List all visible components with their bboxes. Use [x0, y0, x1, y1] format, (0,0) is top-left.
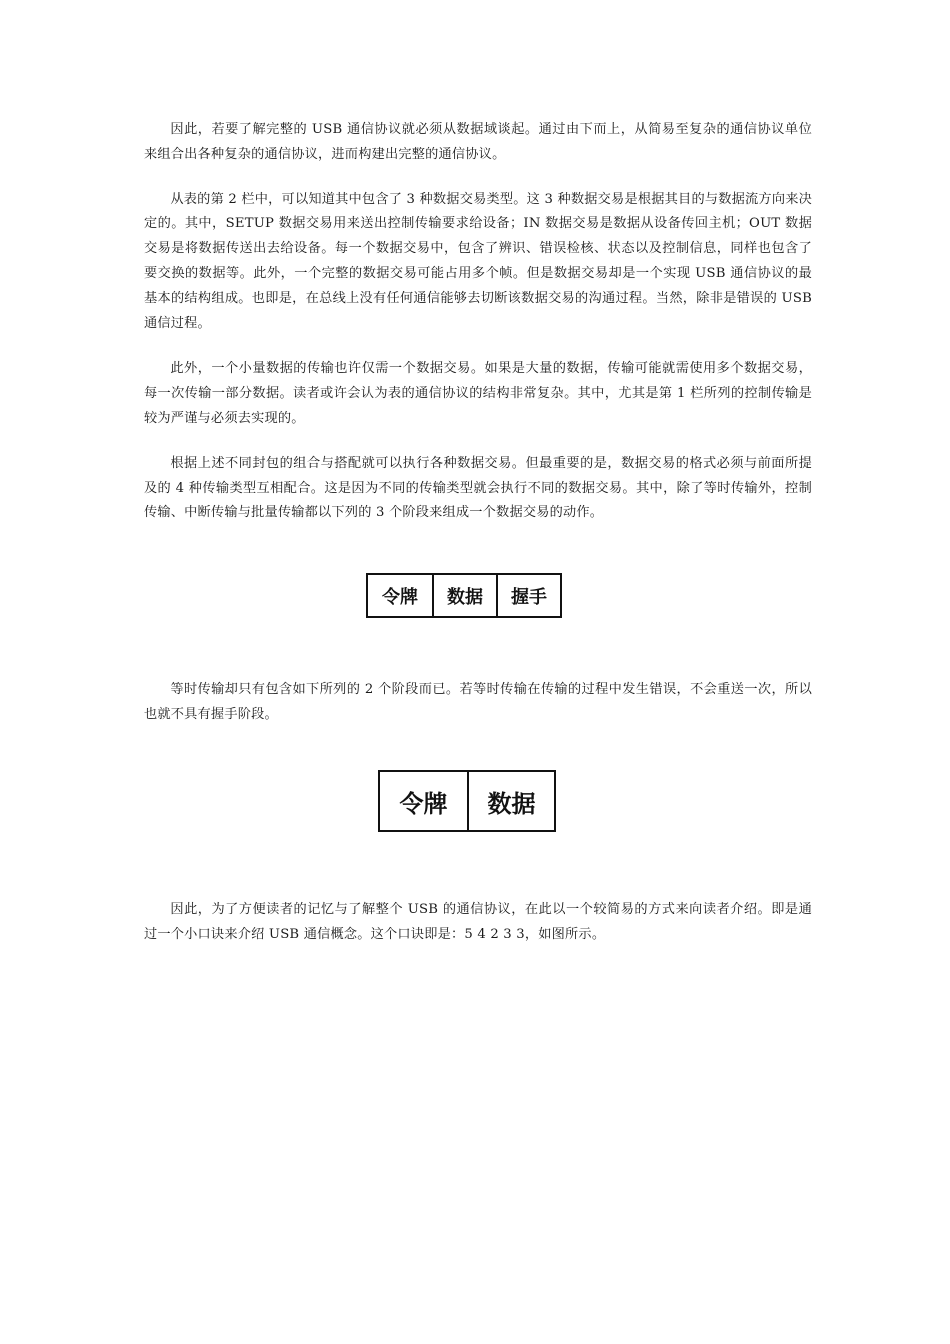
two-phase-transaction-figure — [378, 770, 556, 832]
token-phase-cell: 令牌 — [399, 789, 448, 818]
paragraph-2: 从表的第 2 栏中，可以知道其中包含了 3 种数据交易类型。这 3 种数据交易是根据其目的与数据流方向来决定的。其中，SETUP 数据交易用来送出控制传输要求给设备；IN 数据交易是数据从设备传回主机；OUT 数据交易是将数据传送出去给设备。每一个数据交易中，包含了辨识、错误检核、状态以及控制信息，同样也包含了要交换的数据等。此外，一个完整的数据交易可能占用多个帧。但是数据交易却是一个实现 USB 通信协议的最基本的结构组成。也即是，在总线上没有任何通信能够去切断该数据交易的沟通过程。当然，除非是错误的 USB 通信过程。 — [144, 191, 812, 331]
paragraph-4: 根据上述不同封包的组合与搭配就可以执行各种数据交易。但最重要的是，数据交易的格式必须与前面所提及的 4 种传输类型互相配合。这是因为不同的传输类型就会执行不同的数据交易。其中，除了等时传输外，控制传输、中断传输与批量传输都以下列的 3 个阶段来组成一个数据交易的动作。 — [144, 455, 812, 521]
paragraph-1: 因此，若要了解完整的 USB 通信协议就必须从数据域谈起。通过由下而上，从简易至复杂的通信协议单位来组合出各种复杂的通信协议，进而构建出完整的通信协议。 — [144, 122, 812, 162]
paragraph-5: 等时传输却只有包含如下所列的 2 个阶段而已。若等时传输在传输的过程中发生错误，不会重送一次，所以也就不具有握手阶段。 — [144, 682, 812, 722]
document-body — [144, 118, 812, 526]
data-phase-cell: 数据 — [467, 772, 554, 830]
three-phase-transaction-figure — [366, 573, 562, 618]
token-phase-cell: 令牌 — [382, 586, 418, 608]
data-phase-cell: 数据 — [432, 575, 496, 616]
handshake-phase-cell: 握手 — [496, 575, 560, 616]
paragraph-6: 因此，为了方便读者的记忆与了解整个 USB 的通信协议，在此以一个较简易的方式来向读者介绍。即是通过一个小口诀来介绍 USB 通信概念。这个口诀即是：5 4 2 3 3，如图所示。 — [144, 902, 812, 942]
paragraph-3: 此外，一个小量数据的传输也许仅需一个数据交易。如果是大量的数据，传输可能就需使用多个数据交易，每一次传输一部分数据。读者或许会认为表的通信协议的结构非常复杂。其中，尤其是第 1 栏所列的控制传输是较为严谨与必须去实现的。 — [144, 361, 812, 426]
